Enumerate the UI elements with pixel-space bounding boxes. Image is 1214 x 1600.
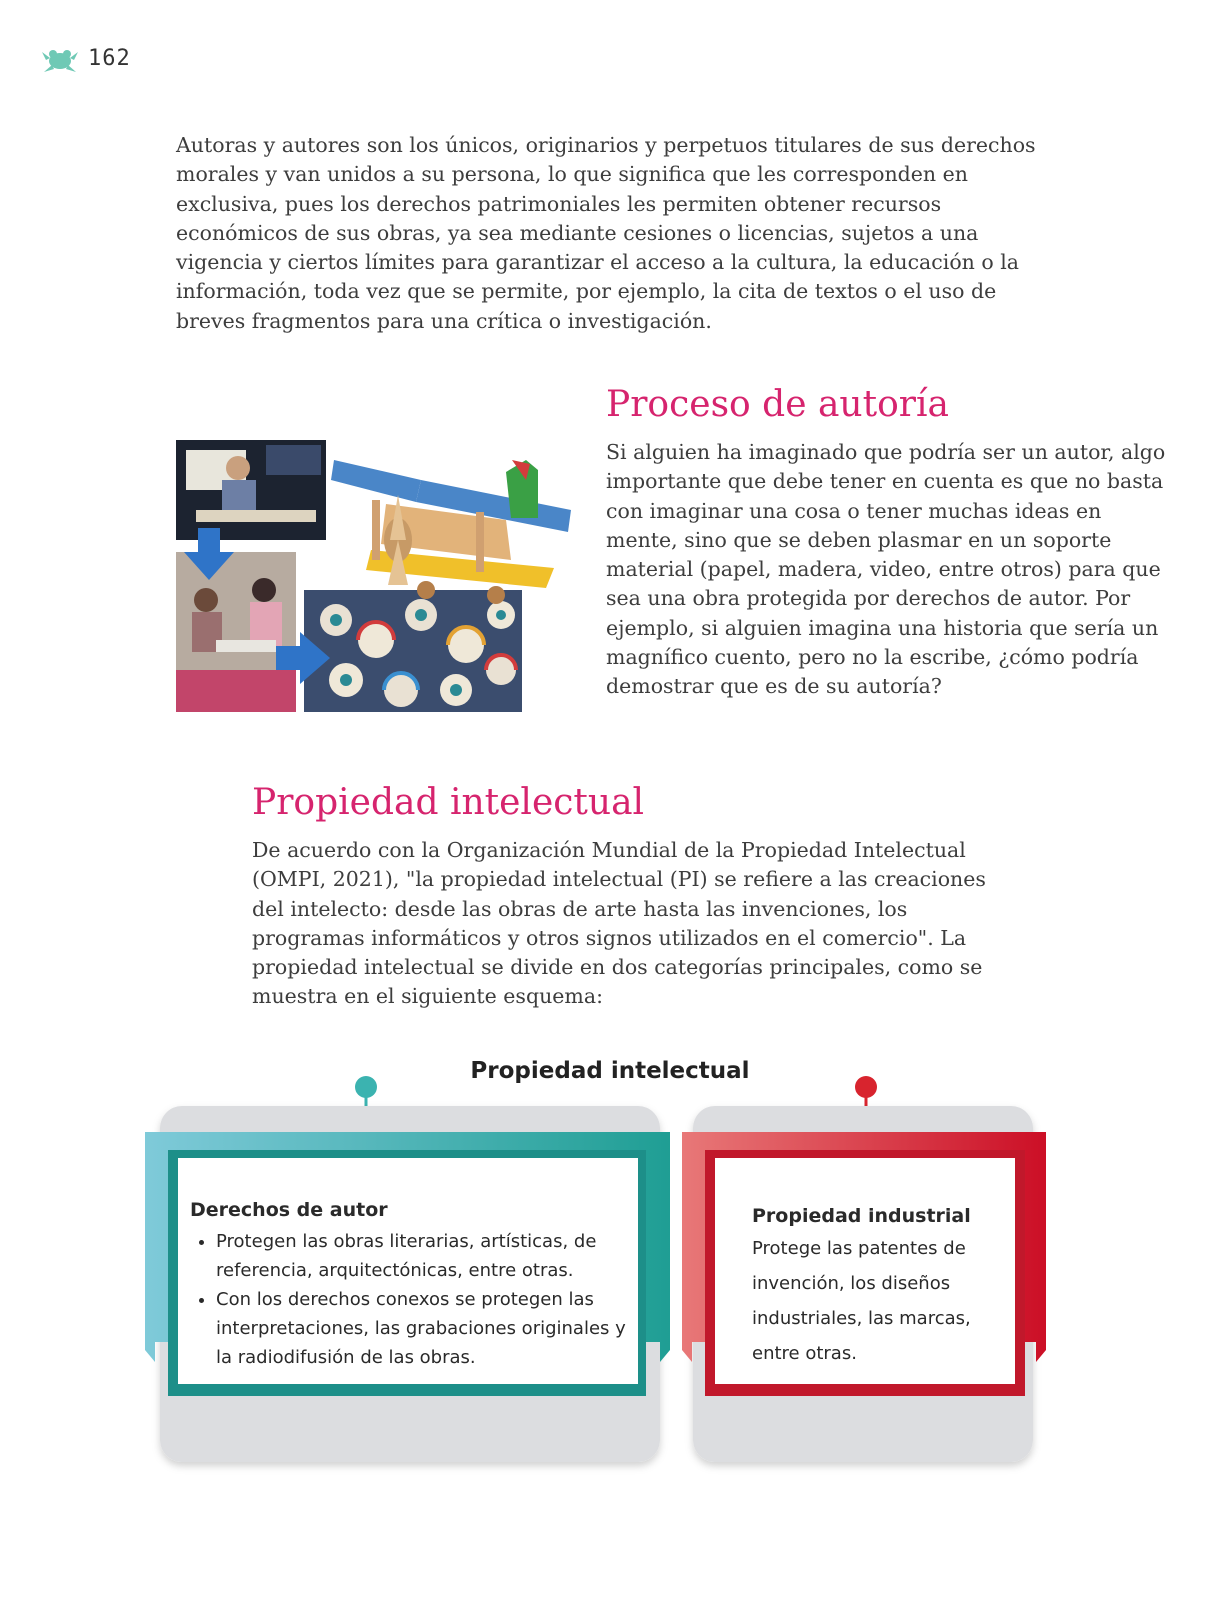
authorship-process-collage xyxy=(176,440,596,732)
photo-family-crafting xyxy=(176,552,296,712)
frog-logo-icon xyxy=(38,46,82,76)
card-right-title: Propiedad industrial xyxy=(752,1205,971,1227)
card-left-title: Derechos de autor xyxy=(190,1199,388,1221)
list-item: • Protegen las obras literarias, artísticas, de referencia, arquitectónicas, entre otras. xyxy=(216,1227,630,1285)
card-left-list xyxy=(190,1227,630,1372)
card-right-text: Protege las patentes de invención, los diseños industriales, las marcas, entre otras. xyxy=(752,1238,971,1364)
propiedad-paragraph: De acuerdo con la Organización Mundial de la Propiedad Intelectual (OMPI, 2021), "la propiedad intelectual (PI) se refiere a las creaciones del intelecto: desde las obras de arte hasta las invenciones, los programas informáticos y otros signos utilizados en el comercio". La propiedad intelectual se divide en dos categorías principales, como se muestra en el siguiente esquema: xyxy=(252,838,986,1009)
scheme-title: Propiedad intelectual xyxy=(470,1058,750,1084)
photo-writer-at-desk xyxy=(176,440,326,540)
page-number: 162 xyxy=(88,46,131,71)
card-derechos-de-autor xyxy=(190,1199,630,1372)
proceso-heading: Proceso de autoría xyxy=(606,384,949,425)
photo-painted-wooden-tops xyxy=(304,590,522,712)
card-propiedad-industrial xyxy=(752,1205,1022,1371)
photo-wooden-airplane xyxy=(331,460,571,604)
list-item: • Con los derechos conexos se protegen las interpretaciones, las grabaciones originales y la radiodifusión de las obras. xyxy=(216,1285,630,1372)
propiedad-heading: Propiedad intelectual xyxy=(252,782,645,823)
proceso-paragraph: Si alguien ha imaginado que podría ser un autor, algo importante que debe tener en cuenta es que no basta con imaginar una cosa o tener muchas ideas en mente, sino que se deben plasmar en un soporte material (papel, madera, video, entre otros) para que sea una obra protegida por derechos de autor. Por ejemplo, si alguien imagina una historia que sería un magnífico cuento, pero no la escribe, ¿cómo podría demostrar que es de su autoría? xyxy=(606,440,1166,699)
intro-paragraph: Autoras y autores son los únicos, originarios y perpetuos titulares de sus derechos morales y van unidos a su persona, lo que significa que les corresponden en exclusiva, pues los derechos patrimoniales les permiten obtener recursos económicos de sus obras, ya sea mediante cesiones o licencias, sujetos a una vigencia y ciertos límites para garantizar el acceso a la cultura, la educación o la información, toda vez que se permite, por ejemplo, la cita de textos o el uso de breves fragmentos para una crítica o investigación. xyxy=(176,133,1036,333)
